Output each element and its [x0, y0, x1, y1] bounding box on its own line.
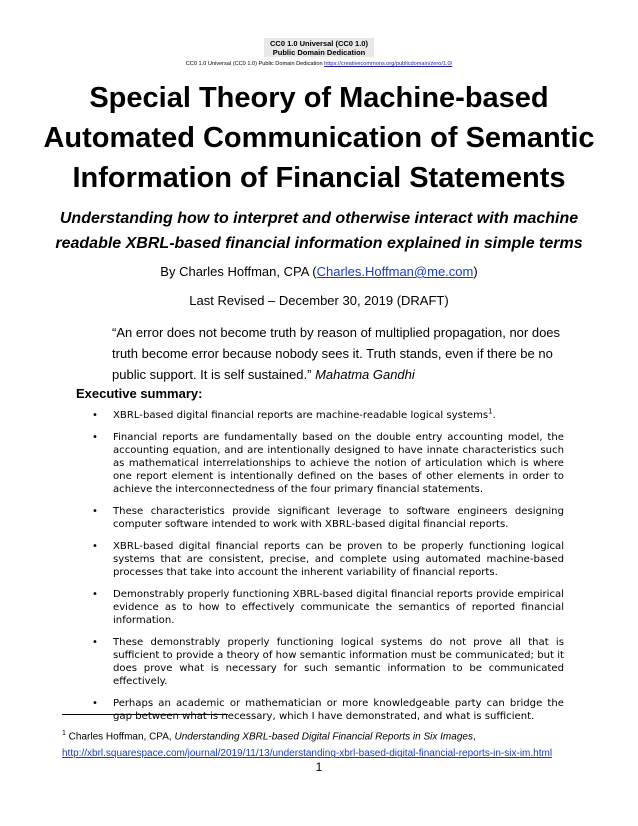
footnote-marker: 1 [62, 730, 66, 737]
list-item [92, 409, 564, 422]
bullet-icon: • [92, 589, 98, 600]
page-number: 1 [315, 760, 323, 774]
list-item [92, 505, 564, 531]
list-item [92, 540, 564, 579]
bullet-icon: • [92, 506, 98, 517]
author-byline [0, 263, 638, 281]
footnote-reference[interactable]: 1 [488, 407, 493, 416]
list-item [92, 431, 564, 496]
list-item-text: XBRL-based digital financial reports can be proven to be properly functioning logical systems that are consistent, precise, and complete using automated machine-based processes that take into account the inherent variability of financial reports. [113, 541, 564, 578]
last-revised: Last Revised – December 30, 2019 (DRAFT) [189, 293, 449, 308]
footnote-separator [62, 714, 228, 715]
bullet-icon: • [92, 637, 98, 648]
quote-author: Mahatma Gandhi [315, 367, 415, 382]
list-item-text: These characteristics provide significant leverage to software engineers designing computer software intended to work with XBRL-based digital financial reports. [113, 506, 564, 530]
license-badge [264, 38, 374, 57]
author-email-link[interactable]: Charles.Hoffman@me.com [316, 264, 474, 279]
list-item [92, 588, 564, 627]
list-item-end: . [492, 410, 496, 421]
footnote-prefix: Charles Hoffman, CPA, [65, 731, 175, 743]
document-title: Special Theory of Machine-based Automated Communication of Semantic Information of Financial Statements [43, 82, 595, 194]
list-item [92, 636, 564, 688]
license-badge-line2: Public Domain Dedication [272, 48, 366, 57]
list-item [92, 697, 564, 723]
footnote-link[interactable]: http://xbrl.squarespace.com/journal/2019/11/13/understanding-xbrl-based-digital-financial-reports-in-six-im.html [62, 748, 553, 760]
bullet-icon: • [92, 410, 98, 421]
license-badge-line1: CC0 1.0 Universal (CC0 1.0) [270, 39, 368, 48]
footnote-suffix: , [472, 731, 476, 743]
list-item-text: Financial reports are fundamentally based on the double entry accounting model, the accounting equation, and are intentionally designed to have innate characteristics such as mathematical interrelationships to achieve the notion of articulation which is where one report element is intentionally defined on the bases of other elements in order to achieve the interconnectedness of the four primary financial statements. [113, 432, 564, 495]
list-item-text: XBRL-based digital financial reports are machine-readable logical systems [113, 410, 489, 421]
byline-suffix: ) [473, 264, 478, 279]
license-link[interactable]: https://creativecommons.org/publicdomain/zero/1.0/ [324, 61, 453, 67]
footnote-title: Understanding XBRL-based Digital Financial Reports in Six Images [174, 731, 473, 743]
bullet-icon: • [92, 432, 98, 443]
section-heading: Executive summary: [76, 386, 203, 401]
bullet-icon: • [92, 698, 98, 709]
quote-text: “An error does not become truth by reason of multiplied propagation, nor does truth become error because nobody sees it. Truth stands, even if there be no public support. It is self sustained.” [112, 325, 561, 382]
license-text: CC0 1.0 Universal (CC0 1.0) Public Domain Dedication [185, 61, 323, 67]
license-header [0, 38, 638, 68]
list-item-text: These demonstrably properly functioning logical systems do not prove all that is sufficient to provide a theory of how semantic information must be communicated; but it does prove what is necessary for such semantic information to be communicated effectively. [113, 637, 564, 687]
list-item-text: Perhaps an academic or mathematician or more knowledgeable party can bridge the gap between what is necessary, which I have demonstrated, and what is sufficient. [113, 698, 564, 722]
byline-prefix: By Charles Hoffman, CPA ( [160, 264, 317, 279]
footnote [62, 725, 582, 762]
license-text-line [0, 60, 638, 68]
epigraph-quote [112, 322, 572, 385]
document-subtitle: Understanding how to interpret and otherwise interact with machine readable XBRL-based financial information explained in simple terms [55, 210, 583, 252]
bullet-icon: • [92, 541, 98, 552]
list-item-text: Demonstrably properly functioning XBRL-based digital financial reports provide empirical evidence as to how to effectively communicate the semantics of reported financial information. [113, 589, 564, 626]
summary-bullet-list [92, 409, 564, 732]
